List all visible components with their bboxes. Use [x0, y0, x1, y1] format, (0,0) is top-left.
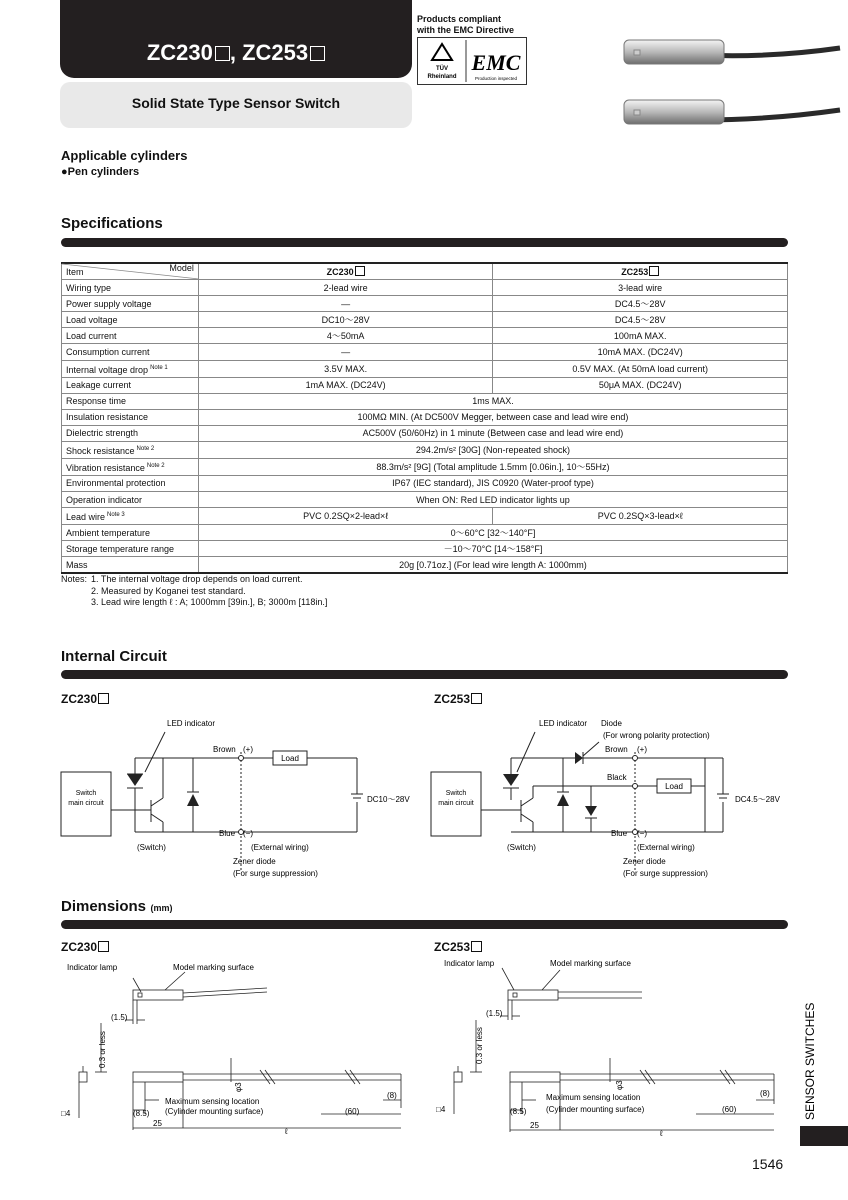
- spec-item-cell: [62, 425, 199, 441]
- spec-item-cell: [62, 312, 199, 328]
- dim-1-5: (1.5): [111, 1013, 128, 1022]
- note-3: 3. Lead wire length ℓ : A; 1000mm [39in.], B; 3000m [118in.]: [91, 597, 328, 607]
- switch-main-label1: Switch: [445, 790, 467, 797]
- spec-value-zc230: —: [198, 296, 492, 312]
- dim-60: (60): [345, 1107, 360, 1116]
- zener-note-label: (For surge suppression): [233, 869, 318, 878]
- circuit-b-title: ZC253: [434, 692, 482, 706]
- external-wiring-label: (External wiring): [637, 843, 695, 852]
- spec-value-zc253: 50μA MAX. (DC24V): [493, 377, 788, 393]
- notes: [61, 574, 327, 609]
- dimension-b-title: ZC253: [434, 940, 482, 954]
- spec-value-zc253: PVC 0.2SQ×3-lead×ℓ: [493, 508, 788, 525]
- dim-length: ℓ: [660, 1129, 663, 1138]
- mounting-surface-label: (Cylinder mounting surface): [546, 1105, 645, 1114]
- spec-note-ref: Note 1: [150, 364, 168, 371]
- subtitle: Solid State Type Sensor Switch: [131, 95, 341, 111]
- table-row: [62, 312, 788, 328]
- table-row: [62, 425, 788, 441]
- circuit-diagram-zc253: [425, 712, 788, 882]
- spec-item-label: Consumption current: [66, 347, 150, 358]
- rheinland-text: Rheinland: [427, 74, 457, 80]
- spec-item-label: Internal voltage drop: [66, 364, 149, 375]
- table-row: [62, 360, 788, 377]
- table-row: [62, 409, 788, 425]
- spec-value-shared: 294.2m/s² [30G] (Non-repeated shock): [198, 441, 787, 458]
- spec-value-zc253: 3-lead wire: [493, 280, 788, 296]
- side-tab-label: SENSOR SWITCHES: [803, 1002, 817, 1120]
- spec-item-cell: [62, 541, 199, 557]
- certification-logos: [417, 37, 527, 85]
- spec-item-cell: [62, 508, 199, 525]
- table-row: [62, 393, 788, 409]
- spec-value-shared: 20g [0.71oz.] (For lead wire length A: 1000mm): [198, 557, 787, 574]
- dim-8-5: (8.5): [133, 1109, 150, 1118]
- zener-diode-icon: [187, 794, 199, 806]
- spec-item-label: Response time: [66, 396, 127, 407]
- spec-value-shared: 0～60°C [32～140°F]: [198, 525, 787, 541]
- product-photo: [620, 0, 840, 140]
- dim-8: (8): [760, 1089, 770, 1098]
- spec-note-ref: Note 3: [107, 512, 125, 519]
- dc-voltage-label: DC4.5～28V: [735, 795, 780, 804]
- header-item: Item: [66, 267, 84, 277]
- blue-label: Blue: [219, 829, 236, 838]
- header-model: Model: [169, 263, 194, 273]
- square-glyph-icon: [310, 46, 325, 61]
- table-row: [62, 557, 788, 574]
- spec-value-zc230: DC10～28V: [198, 312, 492, 328]
- led-indicator-label: LED indicator: [539, 719, 588, 728]
- page-title: ZC230 , ZC253: [60, 40, 412, 66]
- dim-25: 25: [530, 1121, 539, 1130]
- table-row: [62, 508, 788, 525]
- page-number: 1546: [752, 1156, 784, 1172]
- spec-item-label: Insulation resistance: [66, 412, 149, 423]
- table-row: [62, 280, 788, 296]
- black-label: Black: [607, 773, 627, 782]
- spec-value-shared: When ON: Red LED indicator lights up: [198, 492, 787, 508]
- spec-value-zc230: 1mA MAX. (DC24V): [198, 377, 492, 393]
- switch-main-label2: main circuit: [68, 800, 104, 807]
- spec-item-label: Shock resistance: [66, 445, 135, 456]
- switch-label: (Switch): [507, 843, 536, 852]
- diode-note-label: (For wrong polarity protection): [603, 731, 710, 740]
- section-bar: [61, 670, 788, 679]
- spec-value-shared: IP67 (IEC standard), JIS C0920 (Water-proof type): [198, 475, 787, 491]
- switch-main-label2: main circuit: [438, 800, 474, 807]
- square-glyph-icon: [98, 941, 109, 952]
- spec-note-ref: Note 2: [136, 445, 155, 452]
- max-sensing-label: Maximum sensing location: [165, 1097, 260, 1106]
- side-tab-marker: [800, 1126, 848, 1146]
- emc-notice-line2: with the EMC Directive: [417, 25, 515, 35]
- dim-1-5: (1.5): [486, 1009, 503, 1018]
- diode-label: Diode: [601, 719, 622, 728]
- spec-item-cell: [62, 344, 199, 360]
- dim-60: (60): [722, 1105, 737, 1114]
- load-label: Load: [665, 782, 683, 791]
- zener-label: Zener diode: [623, 857, 666, 866]
- square-glyph-icon: [355, 266, 365, 276]
- specifications-table: [61, 262, 788, 574]
- dc-voltage-label: DC10～28V: [367, 795, 410, 804]
- table-row: [62, 458, 788, 475]
- spec-item-cell: [62, 409, 199, 425]
- applicable-item: ●Pen cylinders: [61, 166, 140, 178]
- spec-item-cell: [62, 296, 199, 312]
- dim-sq4: □4: [61, 1109, 71, 1118]
- table-row: [62, 541, 788, 557]
- spec-item-label: Load voltage: [66, 314, 118, 325]
- indicator-lamp-label: Indicator lamp: [67, 963, 118, 972]
- note-1: 1. The internal voltage drop depends on load current.: [91, 574, 303, 584]
- spec-value-zc230: —: [198, 344, 492, 360]
- dim-sq4: □4: [436, 1105, 446, 1114]
- table-header-row: [62, 263, 788, 280]
- spec-note-ref: Note 2: [146, 462, 165, 469]
- spec-item-cell: [62, 360, 199, 377]
- square-glyph-icon: [98, 693, 109, 704]
- header-col-b: ZC253: [493, 263, 788, 280]
- minus-label: (−): [243, 829, 253, 838]
- dimensions-title: Dimensions: [61, 898, 147, 915]
- spec-value-shared: 1ms MAX.: [198, 393, 787, 409]
- dim-8-5: (8.5): [510, 1107, 527, 1116]
- internal-circuit-heading: Internal Circuit: [61, 648, 167, 665]
- dimensions-unit: (mm): [150, 903, 173, 913]
- dimension-drawing-zc253: [430, 954, 790, 1138]
- table-row: [62, 344, 788, 360]
- dimension-drawing-zc230: [55, 958, 415, 1142]
- max-sensing-label: Maximum sensing location: [546, 1093, 641, 1102]
- spec-item-label: Load current: [66, 330, 117, 341]
- notes-label: Notes:: [61, 574, 88, 584]
- emc-logo: EMC: [471, 50, 521, 75]
- spec-item-label: Operation indicator: [66, 494, 143, 505]
- spec-item-cell: [62, 441, 199, 458]
- spec-item-label: Dielectric strength: [66, 428, 139, 439]
- circuit-diagram-zc230: [55, 712, 410, 882]
- spec-item-label: Mass: [66, 559, 88, 570]
- blue-label: Blue: [611, 829, 628, 838]
- spec-value-zc253: 0.5V MAX. (At 50mA load current): [493, 360, 788, 377]
- table-row: [62, 377, 788, 393]
- spec-item-cell: [62, 492, 199, 508]
- zener-note-label: (For surge suppression): [623, 869, 708, 878]
- or-less-label: 0.3 or less: [475, 1027, 484, 1064]
- spec-value-zc230: PVC 0.2SQ×2-lead×ℓ: [198, 508, 492, 525]
- spec-item-cell: [62, 328, 199, 344]
- spec-item-cell: [62, 557, 199, 574]
- table-row: [62, 492, 788, 508]
- spec-value-zc253: 100mA MAX.: [493, 328, 788, 344]
- section-bar: [61, 920, 788, 929]
- emc-notice: [417, 14, 514, 36]
- model-marking-label: Model marking surface: [550, 959, 631, 968]
- plus-label: (+): [637, 745, 647, 754]
- spec-item-label: Storage temperature range: [66, 543, 175, 554]
- header-item-model-cell: [62, 263, 199, 280]
- spec-value-shared: AC500V (50/60Hz) in 1 minute (Between case and lead wire end): [198, 425, 787, 441]
- spec-value-zc253: 10mA MAX. (DC24V): [493, 344, 788, 360]
- dim-25: 25: [153, 1119, 162, 1128]
- phi3-label: φ3: [234, 1082, 243, 1092]
- emc-logo-sub: Production inspected: [474, 76, 518, 81]
- note-2: 2. Measured by Koganei test standard.: [91, 585, 246, 596]
- spec-item-label: Ambient temperature: [66, 527, 151, 538]
- spec-item-label: Wiring type: [66, 282, 112, 293]
- mounting-surface-label: (Cylinder mounting surface): [165, 1107, 264, 1116]
- spec-item-label: Leakage current: [66, 380, 132, 391]
- dim-length: ℓ: [285, 1127, 288, 1136]
- square-glyph-icon: [471, 941, 482, 952]
- spec-item-label: Environmental protection: [66, 478, 166, 489]
- external-wiring-label: (External wiring): [251, 843, 309, 852]
- polarity-diode-icon: [575, 752, 583, 764]
- led-diode-icon: [127, 774, 143, 786]
- title-banner: [60, 0, 412, 78]
- led-indicator-label: LED indicator: [167, 719, 216, 728]
- section-bar: [61, 238, 788, 247]
- dimensions-heading: [61, 898, 172, 916]
- square-glyph-icon: [471, 693, 482, 704]
- plus-label: (+): [243, 745, 253, 754]
- or-less-label: 0.3 or less: [98, 1031, 107, 1068]
- minus-label: (−): [637, 829, 647, 838]
- spec-item-label: Power supply voltage: [66, 298, 152, 309]
- emc-notice-line1: Products compliant: [417, 14, 502, 24]
- spec-value-zc253: DC4.5～28V: [493, 296, 788, 312]
- spec-item-cell: [62, 458, 199, 475]
- side-tab: [800, 1000, 822, 1122]
- indicator-lamp-label: Indicator lamp: [444, 959, 495, 968]
- spec-item-cell: [62, 377, 199, 393]
- dimension-a-title: ZC230: [61, 940, 109, 954]
- spec-value-shared: 88.3m/s² [9G] (Total amplitude 1.5mm [0.06in.], 10～55Hz): [198, 458, 787, 475]
- spec-item-cell: [62, 475, 199, 491]
- specifications-heading: Specifications: [61, 215, 163, 232]
- spec-value-zc230: 2-lead wire: [198, 280, 492, 296]
- spec-item-cell: [62, 525, 199, 541]
- switch-label: (Switch): [137, 843, 166, 852]
- table-row: [62, 441, 788, 458]
- brown-label: Brown: [605, 745, 628, 754]
- table-row: [62, 525, 788, 541]
- applicable-title: Applicable cylinders: [61, 148, 188, 163]
- dim-8: (8): [387, 1091, 397, 1100]
- load-label: Load: [281, 754, 299, 763]
- spec-item-label: Lead wire: [66, 512, 106, 523]
- tuv-text: TÜV: [436, 66, 448, 72]
- square-glyph-icon: [215, 46, 230, 61]
- circuit-a-title: ZC230: [61, 692, 109, 706]
- spec-value-zc230: 3.5V MAX.: [198, 360, 492, 377]
- spec-value-zc230: 4～50mA: [198, 328, 492, 344]
- spec-item-cell: [62, 280, 199, 296]
- model-marking-label: Model marking surface: [173, 963, 254, 972]
- table-row: [62, 296, 788, 312]
- table-row: [62, 328, 788, 344]
- spec-value-zc253: DC4.5～28V: [493, 312, 788, 328]
- spec-item-cell: [62, 393, 199, 409]
- spec-item-label: Vibration resistance: [66, 462, 145, 473]
- switch-main-label1: Switch: [75, 790, 97, 797]
- square-glyph-icon: [649, 266, 659, 276]
- header-col-a: ZC230: [198, 263, 492, 280]
- brown-label: Brown: [213, 745, 236, 754]
- table-row: [62, 475, 788, 491]
- spec-value-shared: －10～70°C [14～158°F]: [198, 541, 787, 557]
- phi3-label: φ3: [615, 1080, 624, 1090]
- spec-value-shared: 100MΩ MIN. (At DC500V Megger, between case and lead wire end): [198, 409, 787, 425]
- zener-label: Zener diode: [233, 857, 276, 866]
